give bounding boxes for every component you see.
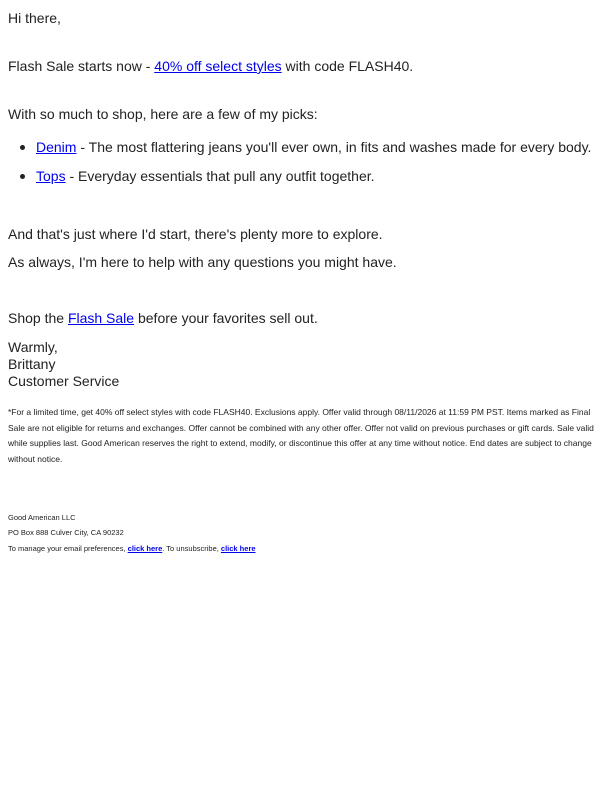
manage-preferences-link[interactable]: click here: [127, 544, 163, 553]
footer-company: Good American LLC: [8, 513, 76, 522]
intro-line: [8, 57, 413, 75]
tops-link[interactable]: Tops: [36, 168, 66, 184]
list-item: [36, 167, 375, 185]
intro-prefix: Flash Sale starts now -: [8, 58, 155, 74]
tops-description: - Everyday essentials that pull any outfit together.: [65, 168, 375, 184]
unsubscribe-link[interactable]: click here: [220, 544, 256, 553]
explore-line: And that's just where I'd start, there's plenty more to explore.: [8, 226, 383, 242]
footer-address: PO Box 888 Culver City, CA 90232: [8, 528, 124, 537]
bullet-icon: [20, 145, 25, 150]
intro-suffix: with code FLASH40.: [281, 58, 414, 74]
greeting: Hi there,: [8, 10, 61, 26]
shop-line: [8, 309, 318, 327]
list-item: [36, 138, 591, 156]
bullet-icon: [20, 174, 25, 179]
shop-suffix: before your favorites sell out.: [134, 310, 318, 326]
sale-styles-link[interactable]: 40% off select styles: [154, 58, 282, 74]
help-line: As always, I'm here to help with any questions you might have.: [8, 254, 397, 270]
disclaimer: *For a limited time, get 40% off select styles with code FLASH40. Exclusions apply. Offer valid through 08/11/2026 at 11:59 PM PST. Items marked as Final Sale are not eligible for returns and exchanges. Offer cannot be combined with any other offer. Offer not valid on previous purchases or gift cards. Sale valid while supplies last. Good American reserves the right to extend, modify, or discontinue this offer at any time without notice. End dates are subject to change without notice.: [8, 407, 594, 464]
denim-description: - The most flattering jeans you'll ever own, in fits and washes made for every body.: [76, 139, 592, 155]
picks-intro: With so much to shop, here are a few of my picks:: [8, 106, 318, 122]
shop-prefix: Shop the: [8, 310, 68, 326]
unsub-prefix: . To unsubscribe,: [162, 544, 221, 553]
denim-link[interactable]: Denim: [36, 139, 77, 155]
signoff-name: Brittany: [8, 356, 56, 372]
signoff-title: Customer Service: [8, 373, 120, 389]
footer-preferences: [8, 544, 256, 554]
signoff-closing: Warmly,: [8, 339, 58, 355]
flash-sale-link[interactable]: Flash Sale: [67, 310, 135, 326]
prefs-prefix: To manage your email preferences,: [8, 544, 128, 553]
